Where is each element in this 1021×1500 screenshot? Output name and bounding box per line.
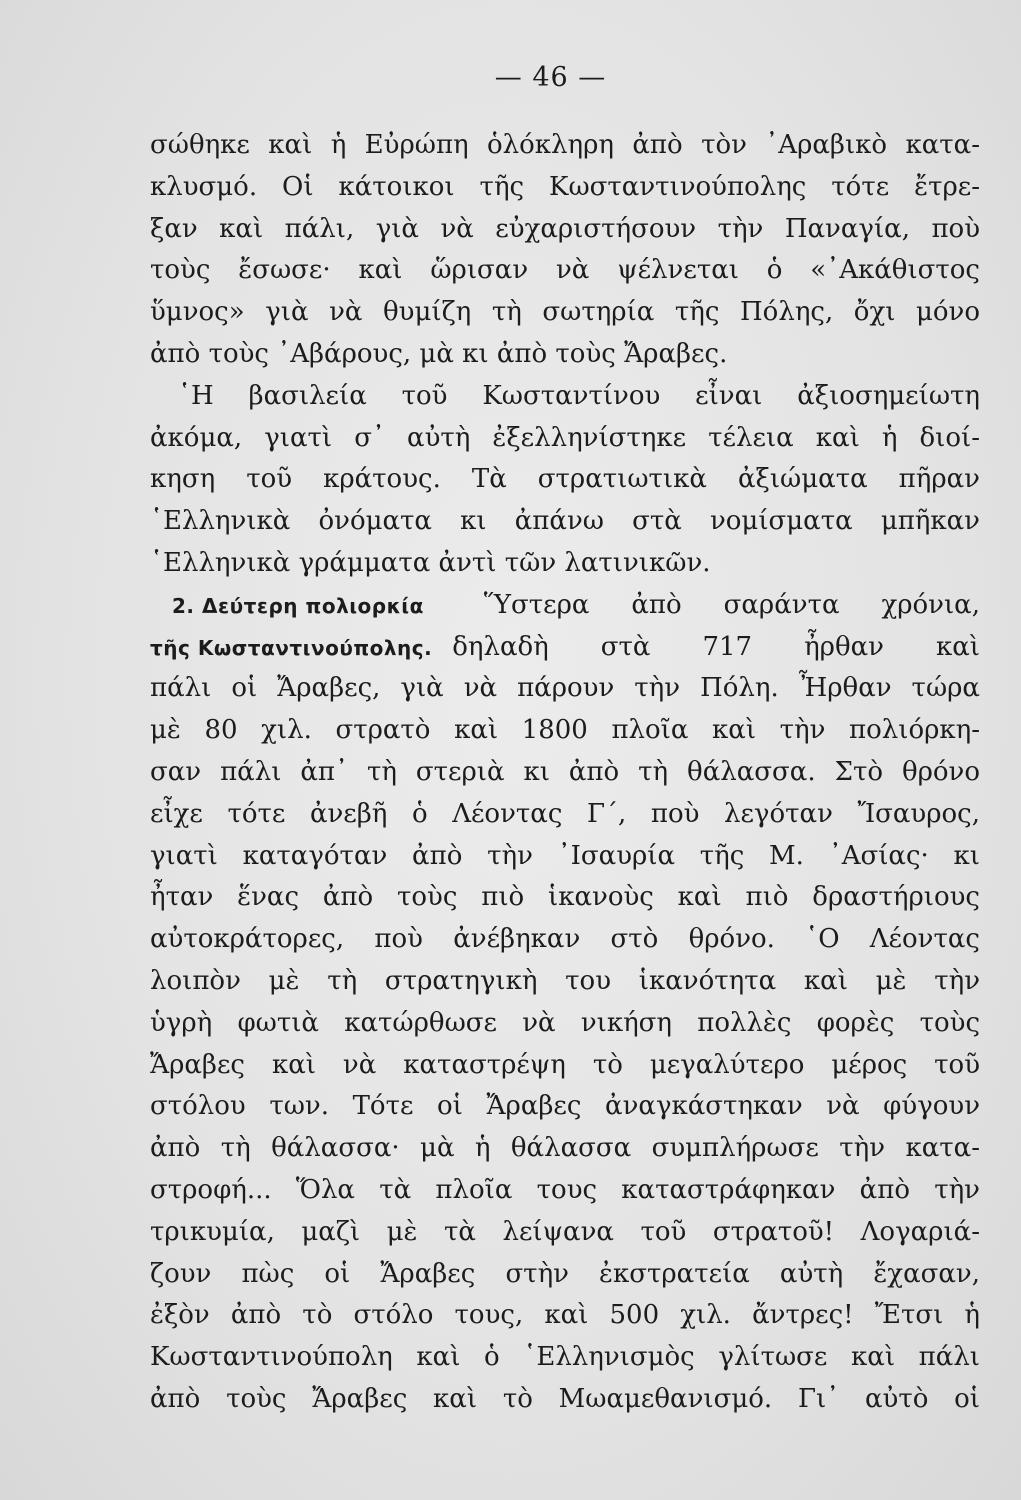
page-number: — 46 —	[494, 62, 607, 93]
body-text	[150, 125, 980, 1421]
text-line: σώθηκε καὶ ἡ Εὐρώπη ὁλόκληρη ἀπὸ τὸν ᾿Αραβικὸ κατα-	[150, 130, 980, 160]
text-line: ῾Η βασιλεία τοῦ Κωσταντίνου εἶναι ἀξιοσημείωτη	[178, 380, 980, 411]
text-line: κλυσμό. Οἱ κάτοικοι τῆς Κωσταντινούπολης τότε ἔτρε-	[150, 171, 980, 202]
text-line: δηλαδὴ στὰ 717 ἦρθαν καὶ	[452, 631, 980, 662]
text-line: ζουν πὼς οἱ Ἄραβες στὴν ἐκστρατεία αὐτὴ ἔχασαν,	[150, 1258, 980, 1289]
text-line: ὕμνος» γιὰ νὰ θυμίζη τὴ σωτηρία τῆς Πόλης, ὄχι μόνο	[150, 297, 980, 328]
text-line: στροφή... Ὅλα τὰ πλοῖα τους καταστράφηκαν ἀπὸ τὴν	[150, 1174, 980, 1205]
text-line: ξαν καὶ πάλι, γιὰ νὰ εὐχαριστήσουν τὴν Παναγία, ποὺ	[150, 213, 980, 244]
section-heading: τῆς Κωσταντινούπολης.	[150, 635, 433, 660]
text-line: ἦταν ἕνας ἀπὸ τοὺς πιὸ ἱκανοὺς καὶ πιὸ δραστήριους	[150, 882, 980, 913]
section-heading: 2. Δεύτερη πολιορκία	[172, 593, 424, 618]
section-heading-line	[150, 585, 980, 627]
text-line: κηση τοῦ κράτους. Τὰ στρατιωτικὰ ἀξιώματα πῆραν	[150, 464, 980, 495]
text-line: ἐξὸν ἀπὸ τὸ στόλο τους, καὶ 500 χιλ. ἄντρες! Ἔτσι ἡ	[150, 1300, 980, 1331]
text-line: αὐτοκράτορες, ποὺ ἀνέβηκαν στὸ θρόνο. ῾Ο Λέοντας	[150, 924, 980, 955]
text-line: ὑγρὴ φωτιὰ κατώρθωσε νὰ νικήση πολλὲς φορὲς τοὺς	[150, 1007, 980, 1038]
text-line: Κωσταντινούπολη καὶ ὁ ῾Ελληνισμὸς γλίτωσε καὶ πάλι	[150, 1342, 980, 1373]
text-line: λοιπὸν μὲ τὴ στρατηγικὴ του ἱκανότητα καὶ μὲ τὴν	[150, 965, 980, 996]
text-line: γιατὶ καταγόταν ἀπὸ τὴν ᾿Ισαυρία τῆς Μ. ᾿Ασίας· κι	[150, 840, 980, 871]
text-line: σαν πάλι ἀπ᾿ τὴ στεριὰ κι ἀπὸ τὴ θάλασσα. Στὸ θρόνο	[150, 756, 980, 787]
text-line: στόλου των. Τότε οἱ Ἄραβες ἀναγκάστηκαν νὰ φύγουν	[150, 1091, 980, 1122]
text-line: ῾Ελληνικὰ ὀνόματα κι ἀπάνω στὰ νομίσματα μπῆκαν	[150, 506, 980, 537]
text-line: τοὺς ἔσωσε· καὶ ὥρισαν νὰ ψέλνεται ὁ «᾿Ακάθιστος	[150, 255, 980, 286]
text-line: ἀπὸ τοὺς ᾿Αβάρους, μὰ κι ἀπὸ τοὺς Ἄραβες.	[150, 338, 728, 369]
text-line: τρικυμία, μαζὶ μὲ τὰ λείψανα τοῦ στρατοῦ! Λογαριά-	[150, 1216, 980, 1247]
text-line: Ὕστερα ἀπὸ σαράντα χρόνια,	[483, 589, 980, 620]
text-line: εἶχε τότε ἀνεβῆ ὁ Λέοντας Γ΄, ποὺ λεγόταν Ἴσαυρος,	[150, 798, 980, 829]
text-line: μὲ 80 χιλ. στρατὸ καὶ 1800 πλοῖα καὶ τὴν πολιόρκη-	[150, 715, 980, 746]
text-line: ἀπὸ τοὺς Ἄραβες καὶ τὸ Μωαμεθανισμό. Γι᾿ αὐτὸ οἱ	[150, 1383, 980, 1414]
text-line: Ἄραβες καὶ νὰ καταστρέψη τὸ μεγαλύτερο μέρος τοῦ	[150, 1049, 980, 1080]
text-line: πάλι οἱ Ἄραβες, γιὰ νὰ πάρουν τὴν Πόλη. Ἦρθαν τώρα	[150, 673, 980, 704]
text-line: ῾Ελληνικὰ γράμματα ἀντὶ τῶν λατινικῶν.	[150, 547, 711, 578]
text-line: ἀκόμα, γιατὶ σ᾿ αὐτὴ ἐξελληνίστηκε τέλεια καὶ ἡ διοί-	[150, 422, 980, 453]
section-heading-line	[150, 627, 980, 669]
text-line: ἀπὸ τὴ θάλασσα· μὰ ἡ θάλασσα συμπλήρωσε τὴν κατα-	[150, 1133, 980, 1164]
